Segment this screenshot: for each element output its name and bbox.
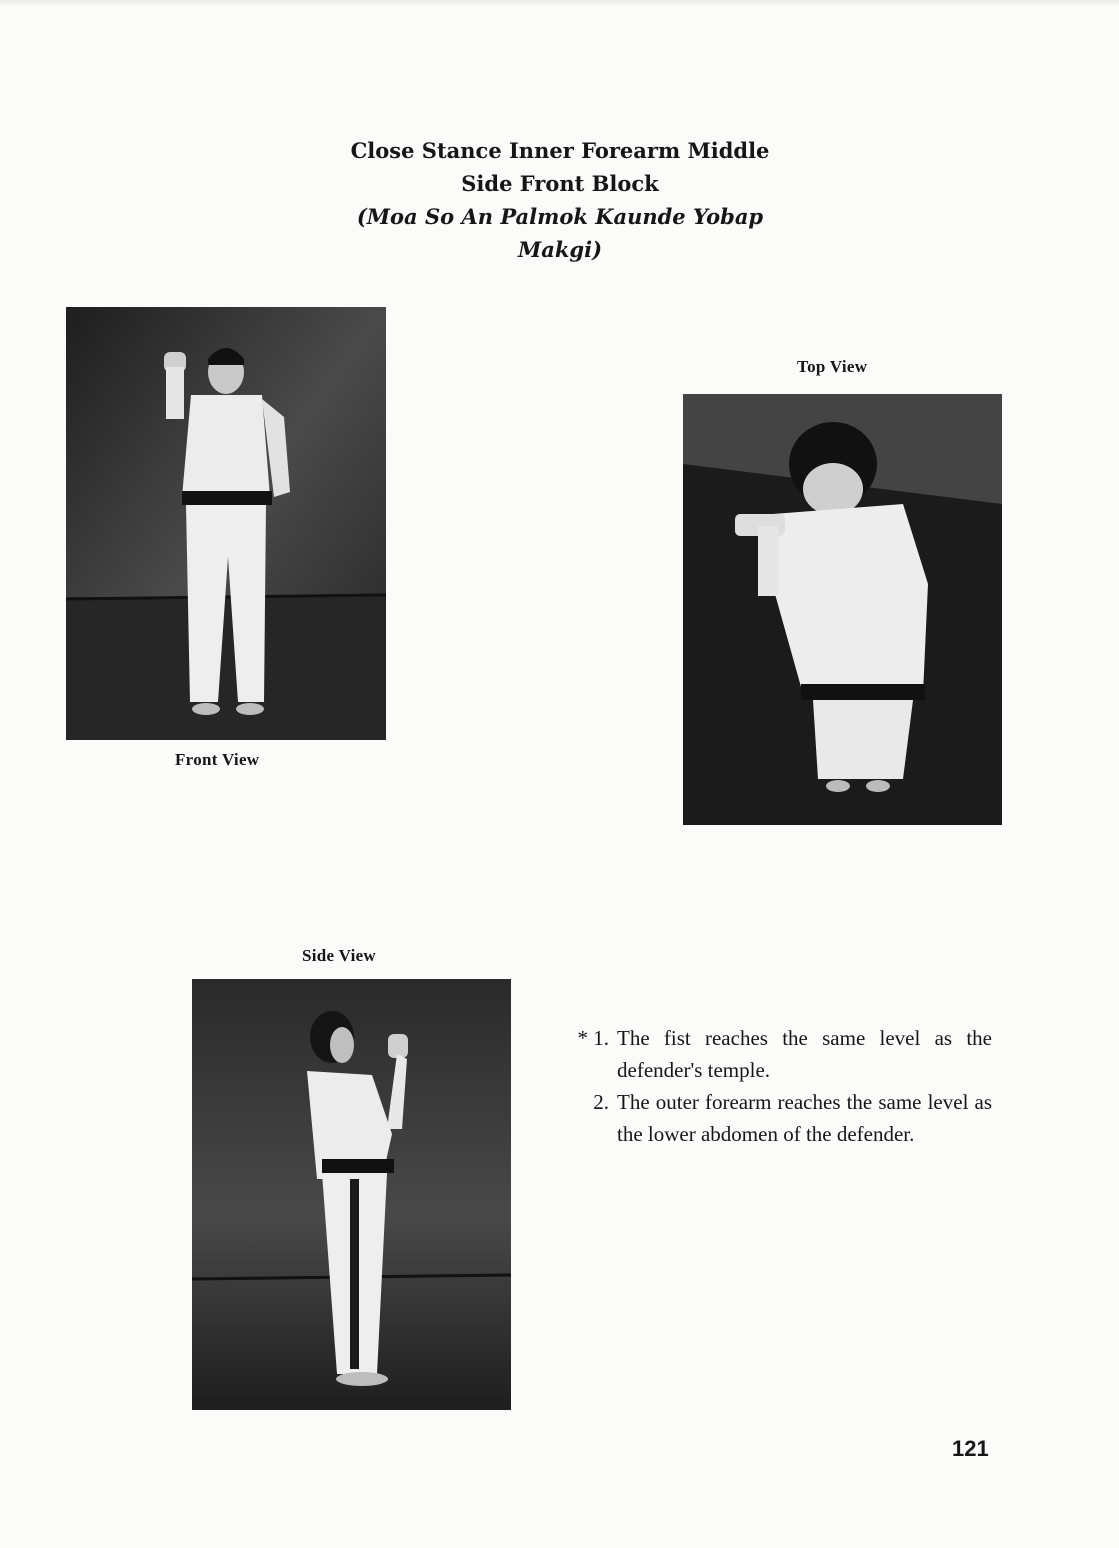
korean-title-line-1: (Moa So An Palmok Kaunde Yobap (356, 204, 764, 229)
korean-title-line-2: Makgi) (518, 237, 602, 262)
title-line-2: Side Front Block (461, 171, 659, 196)
note-text: The outer forearm reaches the same level as the lower abdomen of the defender. (617, 1090, 992, 1146)
top-view-photo (683, 394, 1002, 825)
page-number: 121 (952, 1436, 989, 1461)
note-marker: 2. (593, 1090, 609, 1114)
note-item (560, 1022, 992, 1086)
title-line-1: Close Stance Inner Forearm Middle (350, 138, 770, 163)
side-view-caption: Side View (302, 946, 377, 965)
note-item (560, 1086, 992, 1150)
note-marker: * 1. (577, 1026, 609, 1050)
note-text: The fist reaches the same level as the defender's temple. (617, 1026, 992, 1082)
page-top-edge (0, 0, 1119, 6)
page-title (300, 134, 820, 266)
front-view-caption: Front View (175, 750, 260, 769)
front-view-photo (66, 307, 386, 740)
notes-list (560, 1022, 992, 1150)
side-view-photo (192, 979, 511, 1410)
top-view-caption: Top View (797, 357, 868, 376)
